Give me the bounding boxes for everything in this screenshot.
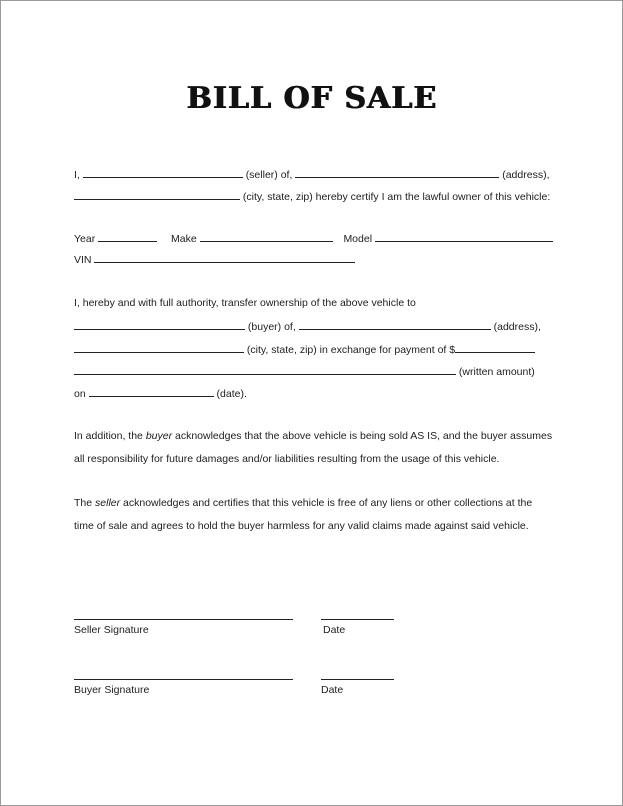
vin-line — [74, 252, 355, 267]
sale-date-blank[interactable] — [89, 386, 214, 397]
buyer-date-line[interactable] — [321, 679, 394, 680]
buyer-signature-line[interactable] — [74, 679, 293, 680]
written-amount-blank[interactable] — [74, 364, 456, 375]
seller-city-line — [74, 189, 550, 204]
seller-address-label: (address), — [502, 169, 550, 181]
written-amount-line — [74, 364, 535, 379]
on-label: on — [74, 388, 86, 400]
make-label: Make — [170, 233, 197, 245]
seller-date-label: Date — [323, 624, 346, 636]
buyer-ack-term: buyer — [145, 430, 173, 442]
seller-prefix: I, — [74, 169, 80, 181]
model-label: Model — [343, 233, 373, 245]
buyer-ack-lead: In addition, the — [74, 430, 143, 442]
buyer-of-label: (buyer) of, — [247, 321, 296, 333]
model-blank[interactable] — [375, 231, 553, 242]
vin-label: VIN — [74, 254, 92, 266]
seller-line — [74, 167, 549, 182]
buyer-date-label: Date — [321, 684, 344, 696]
transfer-intro: I, hereby and with full authority, transfer ownership of the above vehicle to — [74, 297, 416, 309]
buyer-city-blank[interactable] — [74, 342, 244, 353]
seller-certify-label: (city, state, zip) hereby certify I am the lawful owner of this vehicle: — [242, 191, 551, 203]
vin-blank[interactable] — [94, 252, 355, 263]
written-amount-label: (written amount) — [458, 366, 535, 378]
date-line — [74, 386, 247, 401]
buyer-address-blank[interactable] — [299, 319, 491, 330]
seller-acknowledgement — [74, 492, 554, 537]
seller-ack-term: seller — [95, 497, 121, 509]
payment-label: (city, state, zip) in exchange for payment of $ — [246, 344, 456, 356]
payment-amount-blank[interactable] — [455, 342, 535, 353]
seller-ack-lead: The — [74, 497, 93, 509]
document-title: BILL OF SALE — [186, 81, 437, 116]
year-blank[interactable] — [98, 231, 157, 242]
seller-address-blank[interactable] — [295, 167, 499, 178]
buyer-address-label: (address), — [493, 321, 541, 333]
buyer-ack-body: acknowledges that the above vehicle is being sold AS IS, and the buyer assumes all responsibility for future damages and/or liabilities resulting from the usage of this vehicle. — [74, 430, 553, 465]
buyer-line — [74, 319, 541, 334]
payment-line — [74, 342, 535, 357]
seller-name-blank[interactable] — [83, 167, 243, 178]
date-label: (date). — [216, 388, 247, 400]
seller-city-blank[interactable] — [74, 189, 240, 200]
seller-of-label: (seller) of, — [245, 169, 293, 181]
buyer-signature-label: Buyer Signature — [74, 684, 150, 696]
make-blank[interactable] — [200, 231, 333, 242]
buyer-name-blank[interactable] — [74, 319, 245, 330]
seller-date-line[interactable] — [321, 619, 394, 620]
seller-ack-body: acknowledges and certifies that this vehicle is free of any liens or other collections at the time of sale and agrees to hold the buyer harmless for any valid claims made against said vehicle. — [74, 497, 533, 532]
year-label: Year — [74, 233, 96, 245]
vehicle-line — [74, 231, 553, 246]
buyer-acknowledgement — [74, 425, 554, 470]
seller-signature-line[interactable] — [74, 619, 293, 620]
seller-signature-label: Seller Signature — [74, 624, 149, 636]
